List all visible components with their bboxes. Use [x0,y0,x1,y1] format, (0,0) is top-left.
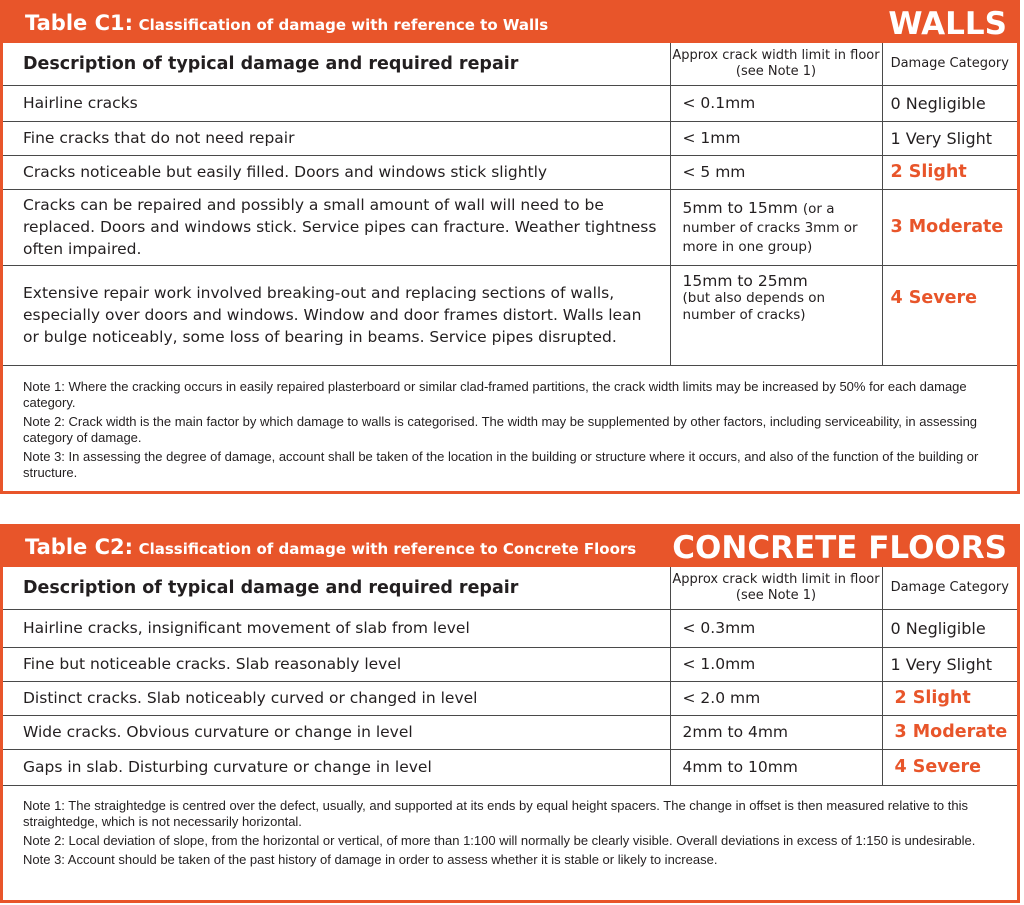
note-3: Note 3: Account should be taken of the past history of damage in order to assess whether it is stable or likely to increase. [23,852,718,867]
table-banner [3,527,1017,567]
header-limit: Approx crack width limit in floor (see Note 1) [670,43,882,85]
table-row [3,647,1017,681]
note-1: Note 1: The straightedge is centred over the defect, usually, and supported at its ends by equal height spacers. The change in offset is then measured relative to this straightedge, which is not necessarily horizontal. [23,798,969,829]
table-caption: Classification of damage with reference to Walls [138,16,549,34]
row-description: Extensive repair work involved breaking-out and replacing sections of walls, especially over doors and windows. Window and door frames distort. Walls lean or bulge noticeably, some loss of bearing in beams. Service pipes disrupted. [3,265,670,365]
row-category: 4 Severe [882,749,1017,785]
row-category: 2 Slight [882,681,1017,715]
row-limit: < 0.1mm [670,85,882,121]
table-row [3,265,1017,365]
row-description: Hairline cracks [3,85,670,121]
section-label: CONCRETE FLOORS [672,530,1007,566]
row-description: Cracks can be repaired and possibly a small amount of wall will need to be replaced. Doors and windows stick. Service pipes can fracture. Weather tightness often impaired. [3,189,670,265]
header-description: Description of typical damage and required repair [3,43,670,85]
floors-table-panel [0,524,1020,903]
row-limit: 5mm to 15mm (or a number of cracks 3mm or more in one group) [670,189,882,265]
row-limit-note: (or a number of cracks 3mm or more in one group) [682,200,858,255]
row-limit: < 1.0mm [670,647,882,681]
damage-table [3,567,1017,786]
note-2: Note 2: Crack width is the main factor by which damage to walls is categorised. The width may be supplemented by other factors, including serviceability, in assessing category of damage. [23,414,978,445]
row-limit-note: (but also depends on number of cracks) [682,289,826,323]
notes-block [23,379,1003,484]
header-row [3,43,1017,85]
row-description: Gaps in slab. Disturbing curvature or change in level [3,749,670,785]
header-category: Damage Category [882,567,1017,609]
table-row [3,609,1017,647]
row-category: 1 Very Slight [882,647,1017,681]
table-row [3,189,1017,265]
notes-block [23,798,1003,871]
row-description: Fine but noticeable cracks. Slab reasonably level [3,647,670,681]
row-category: 0 Negligible [882,85,1017,121]
table-caption: Classification of damage with reference to Concrete Floors [138,540,637,558]
row-limit: < 5 mm [670,155,882,189]
row-description: Hairline cracks, insignificant movement of slab from level [3,609,670,647]
note-2: Note 2: Local deviation of slope, from the horizontal or vertical, of more than 1:100 will normally be clearly visible. Overall deviations in excess of 1:150 is undesirable. [23,833,976,848]
row-category: 2 Slight [882,155,1017,189]
table-row [3,715,1017,749]
table-number: Table C2: [25,535,133,559]
damage-table [3,43,1017,366]
header-row [3,567,1017,609]
table-row [3,681,1017,715]
row-description: Wide cracks. Obvious curvature or change in level [3,715,670,749]
row-description: Fine cracks that do not need repair [3,121,670,155]
table-banner [3,3,1017,43]
note-1: Note 1: Where the cracking occurs in easily repaired plasterboard or similar clad-framed partitions, the crack width limits may be increased by 50% for each damage category. [23,379,967,410]
row-category: 4 Severe [882,265,1017,365]
table-row [3,749,1017,785]
table-row [3,85,1017,121]
row-limit: < 0.3mm [670,609,882,647]
row-limit: 2mm to 4mm [670,715,882,749]
row-limit: 4mm to 10mm [670,749,882,785]
table-row [3,121,1017,155]
table-row [3,155,1017,189]
row-category: 3 Moderate [882,715,1017,749]
row-category: 0 Negligible [882,609,1017,647]
row-limit: < 2.0 mm [670,681,882,715]
table-number: Table C1: [25,11,133,35]
note-3: Note 3: In assessing the degree of damage, account shall be taken of the location in the building or structure where it occurs, and also of the function of the building or structure. [23,449,979,480]
table-title [25,3,548,45]
row-limit: 15mm to 25mm (but also depends on number of cracks) [670,265,882,365]
header-category: Damage Category [882,43,1017,85]
row-category: 1 Very Slight [882,121,1017,155]
row-description: Cracks noticeable but easily filled. Doors and windows stick slightly [3,155,670,189]
row-category: 3 Moderate [882,189,1017,265]
table-title [25,527,636,569]
header-description: Description of typical damage and required repair [3,567,670,609]
header-limit: Approx crack width limit in floor (see Note 1) [670,567,882,609]
section-label: WALLS [888,6,1007,42]
row-description: Distinct cracks. Slab noticeably curved or changed in level [3,681,670,715]
row-limit: < 1mm [670,121,882,155]
